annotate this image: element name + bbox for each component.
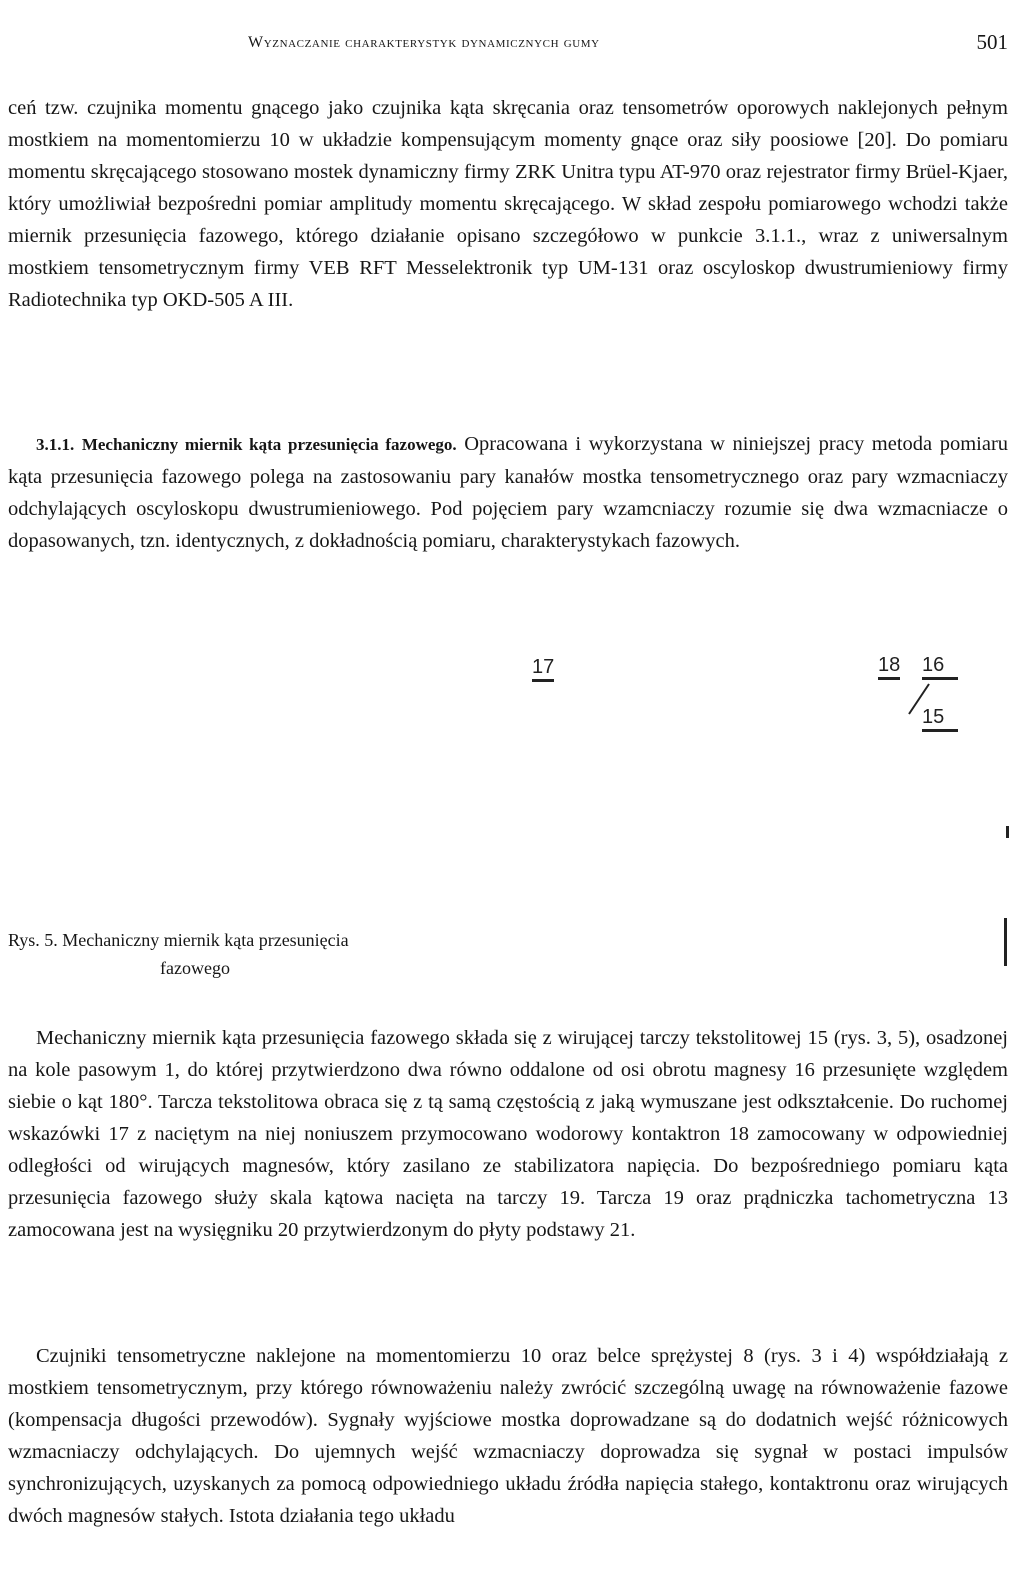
figure-5: [0, 640, 1024, 880]
running-header: [8, 30, 1008, 64]
figure-caption-line2: fazowego: [160, 958, 230, 978]
section-text: Opracowana i wykorzystana w niniejszej pracy metoda pomiaru kąta przesunięcia fazowego polega na zastosowaniu pary kanałów mostka tensometrycznego oraz pary wzmacniaczy odchylających oscyloskopu dwustrumieniowego. Pod pojęciem pary wzamcniaczy rozumie się dwa wzmacniacze o dopasowanych, tzn. identycznych, z dokładnością pomiaru, charakterystykach fazowych.: [8, 433, 1009, 552]
paragraph-sensors-text: Czujniki tensometryczne naklejone na momentomierzu 10 oraz belce sprężystej 8 (rys. 3 i 4) współdziałają z mostkiem tensometrycznym, przy którego równoważeniu należy zwrócić szczególną uwagę na równoważenie fazowe (kompensacja długości przewodów). Sygnały wyjściowe mostka doprowadzane są do dodatnich wejść różnicowych wzmacniaczy odchylających. Do ujemnych wejść wzmacniaczy doprowadza się sygnał w postaci impulsów synchronizujących, uzyskanych za pomocą odpowiedniego układu źródła napięcia stałego, kontaktronu oraz wirujących dwóch magnesów stałych. Istota działania tego układu: [8, 1345, 1008, 1527]
section-number: 3.1.1.: [36, 435, 75, 454]
paragraph-intro: [8, 92, 1008, 316]
scan-mark-bar: [1004, 918, 1007, 966]
section-title: Mechaniczny miernik kąta przesunięcia fazowego.: [81, 435, 457, 454]
figure-label-16: 16: [922, 654, 958, 680]
section-paragraph: [8, 428, 1008, 557]
figure-label-18: 18: [878, 654, 900, 680]
paragraph-sensors: [8, 1340, 1008, 1532]
section-3-1-1: [8, 428, 1008, 557]
figure-label-17: 17: [532, 656, 554, 682]
running-header-title: Wyznaczanie charakterystyk dynamicznych gumy: [248, 34, 600, 51]
figure-caption-line1: Rys. 5. Mechaniczny miernik kąta przesunięcia: [8, 930, 349, 950]
paragraph-description: [8, 1022, 1008, 1246]
figure-label-15: 15: [922, 706, 958, 732]
figure-caption: [8, 926, 349, 982]
page-number: 501: [976, 30, 1008, 54]
paragraph-description-text: Mechaniczny miernik kąta przesunięcia fazowego składa się z wirującej tarczy tekstolitowej 15 (rys. 3, 5), osadzonej na kole pasowym 1, do której przytwierdzono dwa równo oddalone od osi obrotu magnesy 16 przesunięte względem siebie o kąt 180°. Tarcza tekstolitowa obraca się z tą samą częstością z jaką wymuszane jest odkształcenie. Do ruchomej wskazówki 17 z naciętym na niej noniuszem przymocowano wodorowy kontaktron 18 zamocowany w odpowiedniej odległości od wirujących magnesów, który zasilano ze stabilizatora napięcia. Do bezpośredniego pomiaru kąta przesunięcia fazowego służy skala kątowa nacięta na tarczy 19. Tarcza 19 oraz prądniczka tachometryczna 13 zamocowana jest na wysięgniku 20 przytwierdzonym do płyty podstawy 21.: [8, 1027, 1008, 1241]
scan-mark: [1006, 826, 1009, 838]
paragraph-intro-text: ceń tzw. czujnika momentu gnącego jako czujnika kąta skręcania oraz tensometrów oporowych naklejonych pełnym mostkiem na momentomierzu 10 w układzie kompensującym momenty gnące oraz siły poosiowe [20]. Do pomiaru momentu skręcającego stosowano mostek dynamiczny firmy ZRK Unitra typu AT-970 oraz rejestrator firmy Brüel-Kjaer, który umożliwiał bezpośredni pomiar amplitudy momentu skręcającego. W skład zespołu pomiarowego wchodzi także miernik przesunięcia fazowego, którego działanie opisano szczegółowo w punkcie 3.1.1., wraz z uniwersalnym mostkiem tensometrycznym firmy VEB RFT Messelektronik typ UM-131 oraz oscyloskop dwustrumieniowy firmy Radiotechnika typ OKD-505 A III.: [8, 97, 1008, 311]
